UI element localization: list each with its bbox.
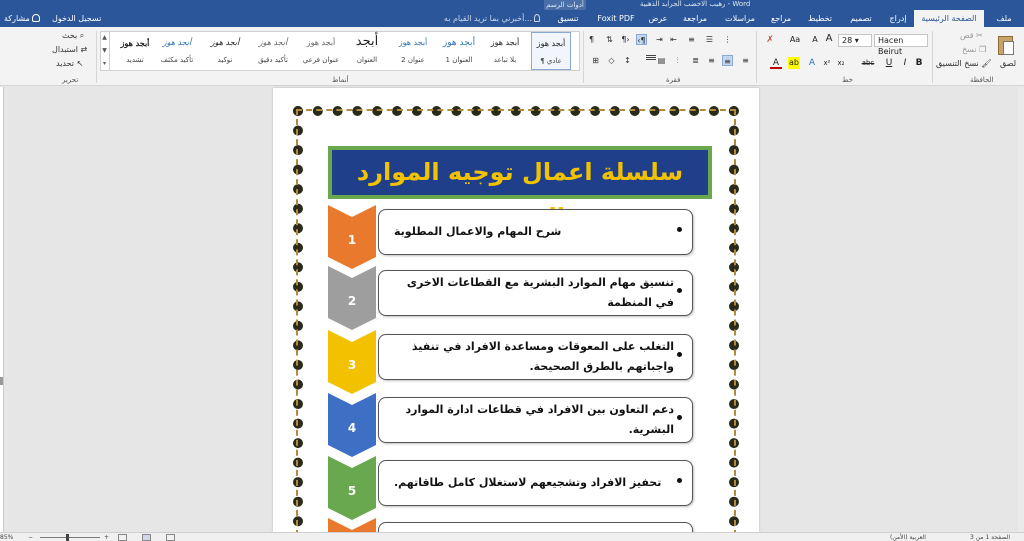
rtl-direction-icon[interactable]: ‹¶ — [637, 36, 646, 45]
align-justify-icon[interactable]: ≡ — [722, 55, 733, 66]
separator — [96, 31, 97, 83]
ltr-direction-icon[interactable]: ¶› — [621, 35, 630, 44]
share-button[interactable] — [4, 12, 46, 25]
style-sample: أبجد هوز — [398, 38, 428, 47]
clear-formatting-icon[interactable]: ✗ — [766, 35, 774, 45]
style-intense-emphasis[interactable] — [157, 32, 197, 70]
step-text: دعم التعاون بين الافراد في قطاعات ادارة الموارد البشرية. — [405, 403, 674, 436]
shading-icon[interactable]: ◇ — [608, 56, 615, 65]
print-layout-icon[interactable] — [142, 534, 151, 541]
select-label: تحديد — [56, 59, 75, 68]
document-heading: سلسلة اعمال توجيه الموارد — [356, 158, 684, 186]
style-subtle-emphasis[interactable] — [253, 32, 293, 70]
tab-insert[interactable]: إدراج — [889, 14, 907, 23]
style-name: ¶ عادي — [540, 57, 562, 65]
step-text: التغلب على المعوقات ومساعدة الافراد في تنفيذ واجباتهم بالطرق الصحيحة. — [411, 340, 674, 373]
zoom-slider-thumb[interactable] — [66, 534, 69, 541]
tab-mailings[interactable]: مراسلات — [725, 14, 755, 23]
format-painter-label: نسخ التنسيق — [936, 59, 979, 68]
share-label: مشاركة — [4, 14, 30, 23]
replace-label: استبدال — [52, 45, 78, 54]
zoom-slider[interactable] — [40, 537, 100, 538]
tab-references[interactable]: مراجع — [770, 14, 792, 23]
step-card[interactable] — [378, 460, 693, 506]
scissors-icon: ✂ — [976, 31, 983, 40]
separator — [583, 31, 584, 83]
paste-icon[interactable] — [996, 33, 1016, 57]
step-text: شرح المهام والاعمال المطلوبة — [394, 225, 562, 238]
step-text: تحفيز الافراد وتشجيعهم لاستغلال كامل طاقاتهم. — [394, 476, 662, 489]
sign-in-button[interactable]: تسجيل الدخول — [52, 14, 102, 23]
title-banner[interactable] — [328, 146, 712, 199]
sort-icon[interactable]: ⇅ — [606, 35, 613, 44]
tab-design[interactable]: تصميم — [850, 14, 872, 23]
page-indicator[interactable]: الصفحة 1 من 3 — [970, 534, 1010, 541]
copy-button[interactable] — [962, 45, 986, 54]
style-name: بلا تباعد — [493, 56, 517, 64]
title-banner-inner — [332, 150, 708, 195]
step-card[interactable] — [378, 270, 693, 316]
styles-scroll[interactable] — [100, 31, 110, 71]
tell-me-search[interactable] — [430, 12, 540, 25]
chevron-down-icon: ▼ — [102, 47, 107, 54]
font-size-value: 28 — [842, 36, 853, 45]
process-step[interactable] — [328, 460, 693, 506]
bullet-icon — [677, 352, 682, 357]
multilevel-list-icon[interactable]: ≡ — [688, 35, 695, 44]
line-spacing-icon[interactable]: ↕ — [624, 56, 631, 65]
style-sample: أبجد هوز — [120, 38, 150, 48]
language-indicator[interactable]: العربية (الأمن) — [890, 534, 926, 541]
step-card[interactable] — [378, 522, 693, 532]
find-label: بحث — [62, 31, 78, 40]
step-number: 2 — [347, 294, 357, 308]
paste-button[interactable]: لصق — [1000, 59, 1017, 68]
separator — [932, 31, 933, 83]
step-card[interactable] — [378, 209, 693, 255]
borders-icon[interactable]: ⊞ — [592, 56, 599, 65]
styles-group-label: أنماط — [332, 76, 349, 84]
tab-file[interactable]: ملف — [996, 14, 1012, 23]
tell-me-text: أخبرني بما تريد القيام به... — [443, 14, 532, 23]
document-page[interactable] — [273, 88, 759, 532]
style-sample: أبجد هوز — [306, 38, 336, 47]
vertical-ruler — [0, 87, 4, 532]
cut-label: قص — [960, 31, 974, 40]
paintbrush-icon: 🖌 — [981, 59, 992, 68]
search-icon: ⌕ — [79, 31, 85, 40]
font-color-button[interactable]: A — [770, 57, 782, 69]
show-marks-button[interactable]: ¶ — [588, 35, 595, 44]
bullet-icon — [677, 288, 682, 293]
title-bar — [0, 0, 1024, 10]
tab-home[interactable]: الصفحة الرئيسية — [914, 10, 984, 27]
styles-gallery — [100, 31, 580, 71]
status-bar — [0, 532, 1024, 541]
style-emphasis[interactable] — [205, 32, 245, 70]
style-sample: أبجد هوز — [258, 38, 288, 47]
step-card[interactable] — [378, 334, 693, 380]
style-name: تأكيد مكثف — [160, 56, 194, 64]
tab-layout[interactable]: تخطيط — [808, 14, 832, 23]
step-chevron-icon — [328, 518, 376, 532]
process-step[interactable] — [328, 209, 693, 255]
font-name-value: Hacen Beirut — [878, 36, 904, 56]
chevron-up-icon: ▲ — [102, 34, 107, 41]
clipboard-group-label: الحافظة — [970, 76, 994, 84]
justify-icon[interactable] — [640, 55, 651, 66]
tab-foxit-pdf[interactable]: Foxit PDF — [597, 14, 635, 23]
replace-icon: ⇄ — [80, 45, 88, 54]
bullet-list-icon[interactable]: ⋮ — [723, 35, 732, 44]
step-card[interactable] — [378, 397, 693, 443]
tab-format[interactable]: تنسيق — [557, 14, 579, 23]
cursor-icon: ↖ — [76, 59, 84, 68]
underline-button[interactable]: U — [885, 58, 893, 68]
step-number: 4 — [347, 421, 357, 435]
style-sample: أبجد — [355, 34, 379, 49]
drawing-tools-context: أدوات الرسم — [544, 0, 586, 10]
style-sample: أبجد هوز — [442, 38, 476, 48]
clipboard-sheet — [1003, 41, 1014, 55]
web-layout-icon[interactable] — [118, 534, 127, 541]
separator — [756, 31, 757, 83]
bold-button[interactable]: B — [915, 58, 923, 68]
bullet-icon — [677, 478, 682, 483]
format-painter-button[interactable] — [936, 59, 991, 68]
style-sample: أبجد هوز — [536, 39, 566, 48]
more-icon: ▾ — [102, 60, 106, 67]
cut-button[interactable] — [960, 31, 983, 40]
find-button[interactable] — [62, 31, 84, 41]
select-button[interactable] — [56, 59, 83, 68]
zoom-in-button[interactable]: + — [104, 534, 110, 541]
paragraph-group-label: فقرة — [666, 76, 681, 84]
style-name: تشديد — [126, 56, 144, 64]
process-step[interactable] — [328, 270, 693, 316]
bullet-icon — [677, 415, 682, 420]
zoom-level[interactable]: 85% — [0, 534, 14, 541]
copy-label: نسخ — [962, 45, 977, 54]
align-center-icon[interactable]: ≡ — [708, 56, 715, 65]
ribbon-tab-bar — [0, 10, 1024, 27]
shrink-font-button[interactable]: A — [812, 35, 818, 44]
copy-icon: ❐ — [979, 45, 987, 54]
font-size-combo[interactable] — [838, 34, 872, 47]
grow-font-button[interactable]: A — [825, 33, 833, 44]
align-right-full-icon[interactable]: ≡ — [742, 56, 749, 65]
style-name: توكيد — [217, 56, 233, 64]
replace-button[interactable] — [52, 45, 87, 54]
ruler-marker — [0, 377, 3, 385]
ribbon — [0, 27, 1024, 86]
step-chevron-shape — [328, 518, 376, 532]
style-name: العنوان — [356, 56, 378, 64]
step-number: 1 — [347, 233, 357, 247]
step-number: 3 — [347, 358, 357, 372]
style-name: تأكيد دقيق — [258, 56, 288, 64]
style-subtitle[interactable] — [301, 32, 341, 70]
font-name-combo[interactable] — [874, 34, 928, 56]
align-right-icon[interactable]: ⫶ — [676, 56, 679, 65]
read-mode-icon[interactable] — [166, 534, 175, 541]
tab-review[interactable]: مراجعة — [682, 14, 707, 23]
numbered-list-icon[interactable]: ☰ — [705, 35, 714, 44]
style-strong[interactable] — [115, 32, 155, 70]
indent-decrease-icon[interactable]: ⇤ — [670, 35, 677, 44]
indent-increase-icon[interactable]: ⇥ — [656, 35, 663, 44]
document-title: رهيب الاخضب الجرايد الذهبية - Word — [640, 0, 751, 8]
process-step[interactable] — [328, 334, 693, 380]
bullet-icon — [677, 227, 682, 232]
text-effects-icon[interactable]: A — [808, 58, 816, 68]
style-name: عنوان 2 — [401, 56, 425, 64]
distributed-icon[interactable]: ▤ — [657, 56, 666, 65]
italic-button[interactable]: I — [903, 58, 907, 68]
style-name: العنوان 1 — [445, 56, 473, 64]
zoom-out-button[interactable]: − — [28, 534, 34, 541]
lightbulb-icon — [534, 14, 540, 22]
style-no-spacing[interactable] — [485, 32, 525, 70]
style-sample: أبجد هوز — [210, 38, 240, 47]
tab-view[interactable]: عرض — [648, 14, 668, 23]
font-group-label: خط — [842, 76, 853, 84]
align-left-icon[interactable]: ≣ — [692, 56, 699, 65]
process-step[interactable] — [328, 397, 693, 443]
strikethrough-button[interactable]: abc — [861, 59, 875, 67]
subscript-icon[interactable]: x₂ — [837, 59, 845, 67]
style-name: عنوان فرعي — [302, 56, 340, 64]
style-heading-1[interactable] — [439, 32, 479, 70]
editing-group-label: تحرير — [62, 76, 79, 84]
highlight-icon[interactable]: ab — [789, 58, 799, 67]
person-icon — [32, 14, 40, 22]
step-text: تنسيق مهام الموارد البشرية مع القطاعات الاخرى في المنظمة — [406, 276, 674, 309]
change-case-button[interactable]: Aa — [789, 35, 801, 44]
step-number: 5 — [347, 484, 357, 498]
superscript-icon[interactable]: x² — [823, 59, 831, 67]
style-title[interactable] — [347, 32, 387, 70]
style-sample: أبجد هوز — [162, 38, 192, 47]
style-sample: أبجد هوز — [490, 38, 520, 47]
vertical-scrollbar[interactable] — [1018, 87, 1024, 532]
style-heading-2[interactable] — [393, 32, 433, 70]
chevron-down-icon: ▾ — [854, 36, 859, 45]
style-normal[interactable] — [531, 32, 571, 70]
process-step-partial[interactable] — [328, 522, 693, 532]
